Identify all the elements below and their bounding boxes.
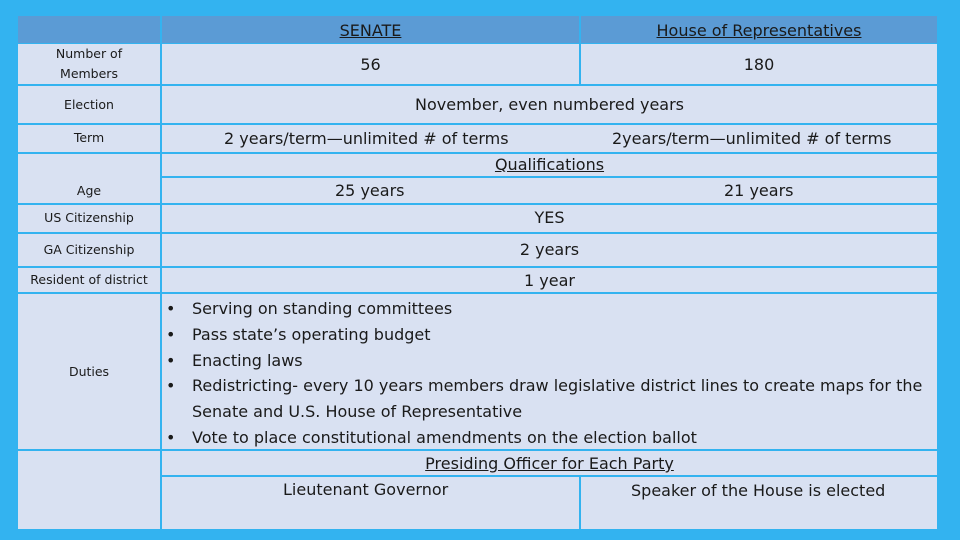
members-house: 180 [743,55,775,74]
presiding-house: Speaker of the House is elected [631,481,886,500]
resident-value: 1 year [524,271,575,290]
label-cell-presiding [18,451,160,529]
label-age: Age [76,183,102,198]
age-senate: 25 years [335,181,405,200]
presiding-senate: Lieutenant Governor [283,480,449,499]
term-senate: 2 years/term—unlimited # of terms [224,129,509,148]
label-members: Number of Members [55,46,123,81]
label-us-citizenship: US Citizenship [44,210,134,225]
duties-list [166,296,936,451]
us-citizenship-value: YES [534,208,565,227]
label-term: Term [73,130,105,145]
duty-item: • Vote to place constitutional amendments on the election ballot [166,425,936,451]
duty-item: • Pass state’s operating budget [166,322,936,348]
presiding-title: Presiding Officer for Each Party [425,454,674,473]
header-house: House of Representatives [656,21,862,40]
label-ga-citizenship: GA Citizenship [43,242,135,257]
term-house: 2years/term—unlimited # of terms [612,129,892,148]
label-resident: Resident of district [30,272,148,287]
age-cell [162,178,937,203]
label-election: Election [64,97,114,112]
age-house: 21 years [724,181,794,200]
label-duties: Duties [68,364,110,379]
header-senate: SENATE [339,21,402,40]
duty-item: • Serving on standing committees [166,296,936,322]
qualifications-title: Qualifications [494,155,605,174]
election-value: November, even numbered years [415,95,684,114]
duty-item: • Enacting laws [166,348,936,374]
header-corner-cell [18,16,160,43]
duty-item: • Redistricting- every 10 years members draw legislative district lines to create maps for the Senate and U.S. House of Representative [166,373,936,425]
members-senate: 56 [360,55,381,74]
ga-citizenship-value: 2 years [519,240,580,259]
